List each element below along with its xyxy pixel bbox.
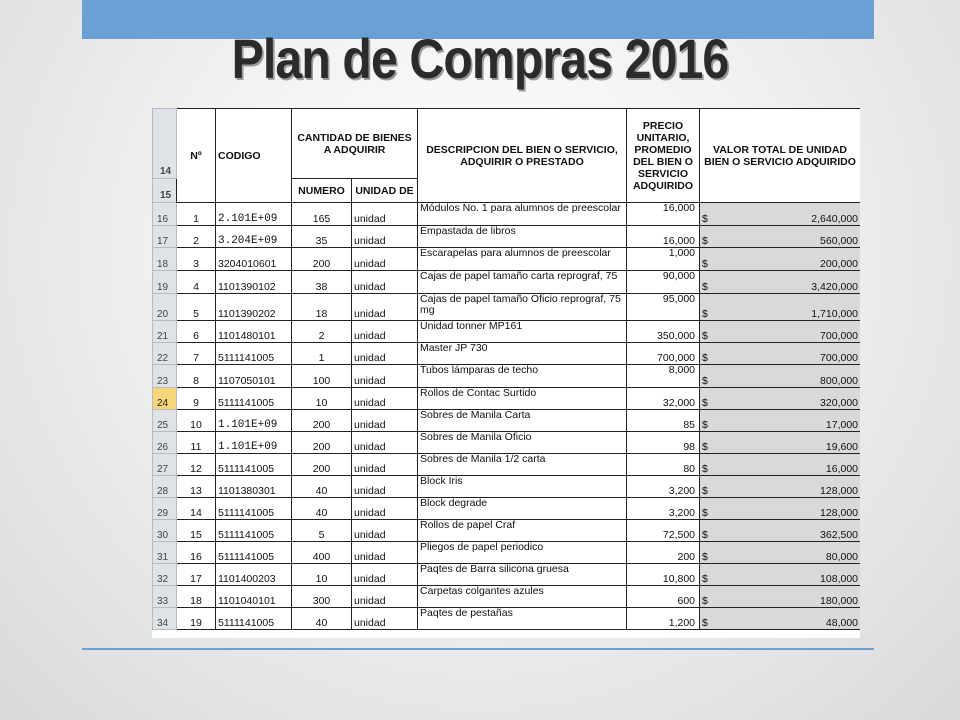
cell-precio: 32,000: [627, 388, 700, 410]
cell-n: 10: [177, 410, 216, 432]
col-header-n: Nº: [177, 109, 216, 203]
cell-codigo: 5111141005: [216, 498, 292, 520]
cell-codigo: 1101390202: [216, 294, 292, 321]
table-row: [153, 294, 861, 321]
cell-numero: 200: [292, 432, 352, 454]
cell-unidad: unidad: [352, 542, 418, 564]
cell-valor-total: [700, 321, 860, 343]
cell-valor-total: [700, 476, 860, 498]
currency-symbol: $: [702, 308, 708, 320]
table-row: [153, 564, 861, 586]
table-row: [153, 248, 861, 271]
cell-numero: 38: [292, 271, 352, 294]
title-wrap: [0, 0, 960, 100]
cell-unidad: unidad: [352, 343, 418, 365]
cell-codigo: 1101390102: [216, 271, 292, 294]
cell-unidad: unidad: [352, 271, 418, 294]
table-row: [153, 542, 861, 564]
cell-codigo: 5111141005: [216, 520, 292, 542]
currency-symbol: $: [702, 441, 708, 453]
currency-symbol: $: [702, 281, 708, 293]
cell-codigo: 2.101E+09: [216, 203, 292, 226]
cell-valor-total: [700, 520, 860, 542]
col-header-unidad: UNIDAD DE: [352, 179, 418, 203]
cell-n: 11: [177, 432, 216, 454]
row-header: 23: [153, 365, 177, 388]
cell-codigo: 1101400203: [216, 564, 292, 586]
cell-valor-total: [700, 388, 860, 410]
cell-n: 7: [177, 343, 216, 365]
row-header: 18: [153, 248, 177, 271]
cell-codigo: 1.101E+09: [216, 432, 292, 454]
cell-valor-total: [700, 226, 860, 248]
table-row: [153, 410, 861, 432]
row-header: 17: [153, 226, 177, 248]
cell-numero: 2: [292, 321, 352, 343]
cell-precio: 1,200: [627, 608, 700, 630]
row-header: 21: [153, 321, 177, 343]
cell-unidad: unidad: [352, 203, 418, 226]
cell-descripcion: Block degrade: [418, 498, 627, 520]
row-header: 19: [153, 271, 177, 294]
cell-codigo: 5111141005: [216, 608, 292, 630]
currency-symbol: $: [702, 507, 708, 519]
cell-numero: 400: [292, 542, 352, 564]
cell-precio: 95,000: [627, 294, 700, 321]
cell-codigo: 5111141005: [216, 388, 292, 410]
col-header-codigo: CODIGO: [216, 109, 292, 203]
cell-numero: 35: [292, 226, 352, 248]
cell-valor-total: [700, 608, 860, 630]
col-header-numero: NUMERO: [292, 179, 352, 203]
total-amount: 108,000: [820, 573, 859, 585]
cell-codigo: 3204010601: [216, 248, 292, 271]
cell-descripcion: Carpetas colgantes azules: [418, 586, 627, 608]
cell-descripcion: Escarapelas para alumnos de preescolar: [418, 248, 627, 271]
row-header: 15: [153, 179, 177, 203]
cell-n: 18: [177, 586, 216, 608]
cell-valor-total: [700, 432, 860, 454]
cell-numero: 40: [292, 608, 352, 630]
cell-descripcion: Paqtes de pestañas: [418, 608, 627, 630]
table-row: [153, 498, 861, 520]
cell-descripcion: Sobres de Manila Oficio: [418, 432, 627, 454]
cell-precio: 98: [627, 432, 700, 454]
cell-n: 2: [177, 226, 216, 248]
row-header: 20: [153, 294, 177, 321]
cell-n: 13: [177, 476, 216, 498]
total-amount: 19,600: [825, 441, 859, 453]
table-row: [153, 476, 861, 498]
table-row: [153, 388, 861, 410]
table-row: [153, 608, 861, 630]
cell-n: 19: [177, 608, 216, 630]
cell-precio: 700,000: [627, 343, 700, 365]
cell-precio: 85: [627, 410, 700, 432]
cell-descripcion: Sobres de Manila 1/2 carta: [418, 454, 627, 476]
cell-numero: 18: [292, 294, 352, 321]
cell-descripcion: Block Iris: [418, 476, 627, 498]
cell-n: 17: [177, 564, 216, 586]
row-header: 33: [153, 586, 177, 608]
row-header: 24: [153, 388, 177, 410]
cell-n: 4: [177, 271, 216, 294]
cell-codigo: 1.101E+09: [216, 410, 292, 432]
cell-valor-total: [700, 586, 860, 608]
currency-symbol: $: [702, 551, 708, 563]
table-row: [153, 226, 861, 248]
currency-symbol: $: [702, 235, 708, 247]
currency-symbol: $: [702, 463, 708, 475]
cell-numero: 40: [292, 498, 352, 520]
cell-descripcion: Paqtes de Barra silicona gruesa: [418, 564, 627, 586]
cell-n: 15: [177, 520, 216, 542]
table-row: [153, 365, 861, 388]
cell-descripcion: Rollos de papel Craf: [418, 520, 627, 542]
cell-valor-total: [700, 542, 860, 564]
table-row: [153, 321, 861, 343]
cell-unidad: unidad: [352, 388, 418, 410]
cell-descripcion: Master JP 730: [418, 343, 627, 365]
cell-numero: 100: [292, 365, 352, 388]
table-row: [153, 454, 861, 476]
currency-symbol: $: [702, 258, 708, 270]
total-amount: 800,000: [820, 375, 859, 387]
cell-precio: 8,000: [627, 365, 700, 388]
cell-unidad: unidad: [352, 365, 418, 388]
cell-valor-total: [700, 203, 860, 226]
cell-descripcion: Unidad tonner MP161: [418, 321, 627, 343]
row-header: 31: [153, 542, 177, 564]
cell-valor-total: [700, 564, 860, 586]
cell-numero: 1: [292, 343, 352, 365]
cell-valor-total: [700, 248, 860, 271]
cell-codigo: 5111141005: [216, 542, 292, 564]
cell-descripcion: Empastada de libros: [418, 226, 627, 248]
cell-numero: 200: [292, 410, 352, 432]
row-header: 34: [153, 608, 177, 630]
cell-numero: 300: [292, 586, 352, 608]
total-amount: 560,000: [820, 235, 859, 247]
cell-numero: 10: [292, 388, 352, 410]
cell-descripcion: Módulos No. 1 para alumnos de preescolar: [418, 203, 627, 226]
cell-descripcion: Sobres de Manila Carta: [418, 410, 627, 432]
row-header: 29: [153, 498, 177, 520]
currency-symbol: $: [702, 375, 708, 387]
table-row: [153, 203, 861, 226]
total-amount: 3,420,000: [811, 281, 859, 293]
row-header: 25: [153, 410, 177, 432]
total-amount: 48,000: [825, 617, 859, 629]
cell-codigo: 1101480101: [216, 321, 292, 343]
cell-unidad: unidad: [352, 294, 418, 321]
cell-n: 16: [177, 542, 216, 564]
slide-title: Plan de Compras 2016: [231, 27, 729, 90]
cell-unidad: unidad: [352, 520, 418, 542]
cell-valor-total: [700, 365, 860, 388]
table-row: [153, 586, 861, 608]
cell-numero: 5: [292, 520, 352, 542]
table-row: [153, 432, 861, 454]
currency-symbol: $: [702, 617, 708, 629]
cell-valor-total: [700, 343, 860, 365]
total-amount: 180,000: [820, 595, 859, 607]
cell-numero: 200: [292, 454, 352, 476]
cell-n: 9: [177, 388, 216, 410]
total-amount: 700,000: [820, 330, 859, 342]
cell-unidad: unidad: [352, 476, 418, 498]
total-amount: 1,710,000: [811, 308, 859, 320]
cell-precio: 3,200: [627, 476, 700, 498]
bottom-accent-line: [82, 648, 874, 650]
cell-numero: 200: [292, 248, 352, 271]
cell-n: 8: [177, 365, 216, 388]
cell-valor-total: [700, 410, 860, 432]
cell-precio: 72,500: [627, 520, 700, 542]
row-header: 27: [153, 454, 177, 476]
cell-n: 1: [177, 203, 216, 226]
cell-numero: 10: [292, 564, 352, 586]
cell-valor-total: [700, 271, 860, 294]
total-amount: 200,000: [820, 258, 859, 270]
cell-codigo: 1101380301: [216, 476, 292, 498]
total-amount: 128,000: [820, 485, 859, 497]
cell-precio: 3,200: [627, 498, 700, 520]
cell-unidad: unidad: [352, 432, 418, 454]
col-header-cantidad: CANTIDAD DE BIENES A ADQUIRIR: [292, 109, 418, 179]
cell-codigo: 3.204E+09: [216, 226, 292, 248]
cell-descripcion: Cajas de papel tamaño Oficio reprograf, 75 mg: [418, 294, 627, 321]
col-header-descripcion: DESCRIPCION DEL BIEN O SERVICIO, ADQUIRIR O PRESTADO: [418, 109, 627, 203]
cell-precio: 350,000: [627, 321, 700, 343]
cell-valor-total: [700, 498, 860, 520]
total-amount: 700,000: [820, 352, 859, 364]
currency-symbol: $: [702, 352, 708, 364]
row-header: 30: [153, 520, 177, 542]
row-header: 22: [153, 343, 177, 365]
currency-symbol: $: [702, 419, 708, 431]
currency-symbol: $: [702, 573, 708, 585]
currency-symbol: $: [702, 595, 708, 607]
total-amount: 80,000: [825, 551, 859, 563]
cell-codigo: 1101040101: [216, 586, 292, 608]
cell-precio: 16,000: [627, 226, 700, 248]
row-header: 26: [153, 432, 177, 454]
total-amount: 362,500: [820, 529, 859, 541]
currency-symbol: $: [702, 330, 708, 342]
cell-descripcion: Tubos lámparas de techo: [418, 365, 627, 388]
cell-precio: 90,000: [627, 271, 700, 294]
cell-unidad: unidad: [352, 248, 418, 271]
currency-symbol: $: [702, 529, 708, 541]
cell-unidad: unidad: [352, 226, 418, 248]
cell-precio: 80: [627, 454, 700, 476]
currency-symbol: $: [702, 397, 708, 409]
cell-unidad: unidad: [352, 564, 418, 586]
row-header: 32: [153, 564, 177, 586]
cell-precio: 16,000: [627, 203, 700, 226]
cell-n: 3: [177, 248, 216, 271]
purchase-plan-table: [152, 108, 860, 630]
cell-valor-total: [700, 454, 860, 476]
cell-precio: 600: [627, 586, 700, 608]
cell-codigo: 5111141005: [216, 454, 292, 476]
cell-valor-total: [700, 294, 860, 321]
cell-descripcion: Cajas de papel tamaño carta reprograf, 75: [418, 271, 627, 294]
total-amount: 16,000: [825, 463, 859, 475]
currency-symbol: $: [702, 213, 708, 225]
cell-codigo: 1107050101: [216, 365, 292, 388]
cell-unidad: unidad: [352, 410, 418, 432]
table-row: [153, 343, 861, 365]
spreadsheet-image: [152, 108, 860, 638]
cell-precio: 10,800: [627, 564, 700, 586]
cell-n: 6: [177, 321, 216, 343]
cell-unidad: unidad: [352, 321, 418, 343]
cell-numero: 40: [292, 476, 352, 498]
cell-unidad: unidad: [352, 498, 418, 520]
cell-descripcion: Pliegos de papel periodico: [418, 542, 627, 564]
total-amount: 128,000: [820, 507, 859, 519]
cell-unidad: unidad: [352, 586, 418, 608]
cell-descripcion: Rollos de Contac Surtido: [418, 388, 627, 410]
cell-precio: 200: [627, 542, 700, 564]
total-amount: 320,000: [820, 397, 859, 409]
row-header: 14: [153, 109, 177, 179]
cell-numero: 165: [292, 203, 352, 226]
total-amount: 2,640,000: [811, 213, 859, 225]
cell-n: 5: [177, 294, 216, 321]
row-header: 16: [153, 203, 177, 226]
col-header-precio: PRECIO UNITARIO, PROMEDIO DEL BIEN O SERVICIO ADQUIRIDO: [627, 109, 700, 203]
currency-symbol: $: [702, 485, 708, 497]
cell-unidad: unidad: [352, 454, 418, 476]
table-row: [153, 520, 861, 542]
total-amount: 17,000: [825, 419, 859, 431]
row-header: 28: [153, 476, 177, 498]
cell-n: 12: [177, 454, 216, 476]
table-row: [153, 271, 861, 294]
cell-codigo: 5111141005: [216, 343, 292, 365]
cell-unidad: unidad: [352, 608, 418, 630]
cell-precio: 1,000: [627, 248, 700, 271]
col-header-valor: VALOR TOTAL DE UNIDAD BIEN O SERVICIO ADQUIRIDO: [700, 109, 860, 203]
cell-n: 14: [177, 498, 216, 520]
